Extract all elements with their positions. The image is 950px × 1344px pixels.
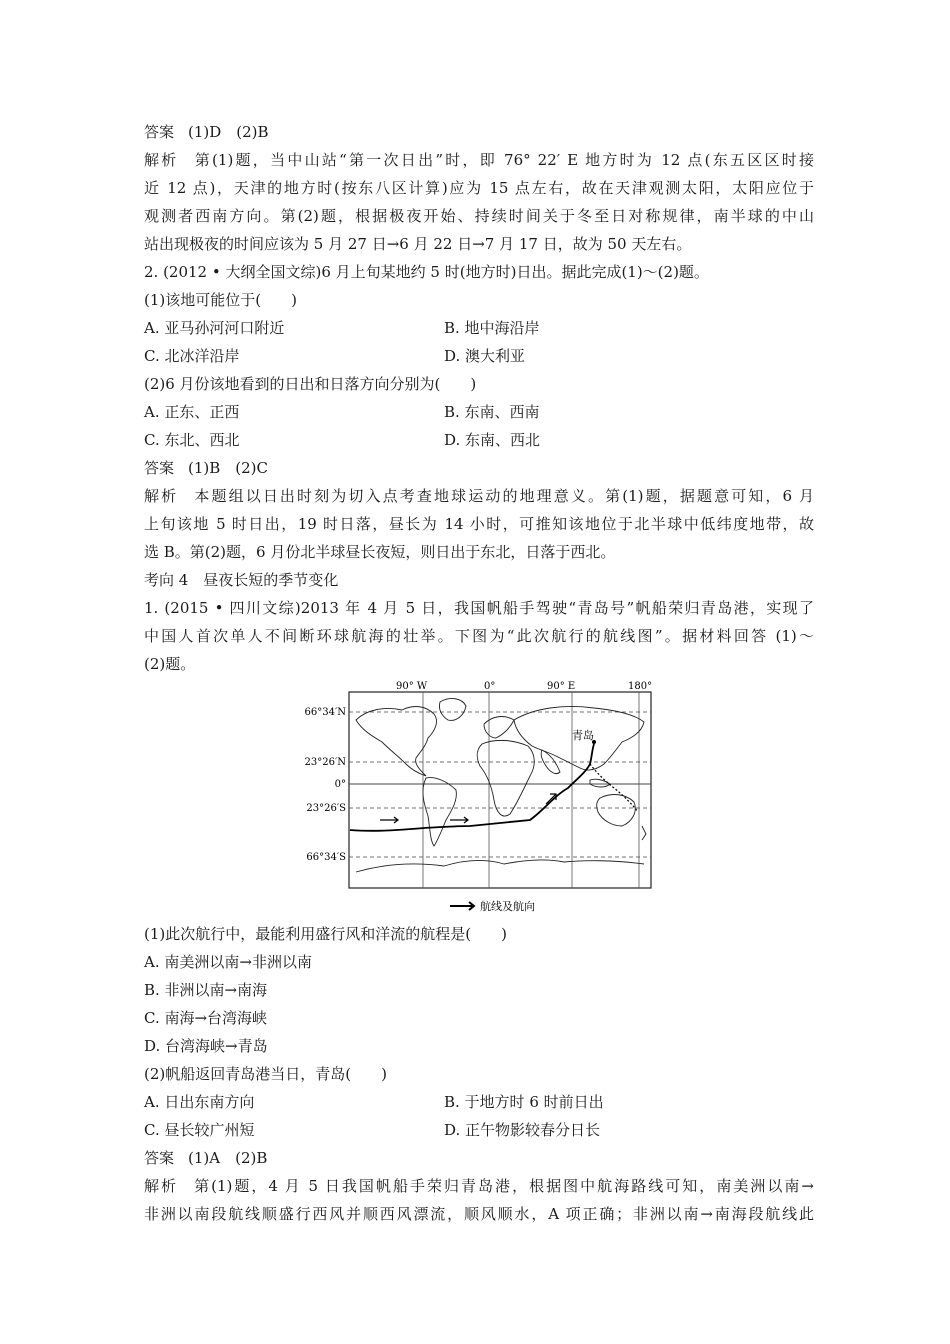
analysis-line: 解析 第(1)题，4 月 5 日我国帆船手荣归青岛港，根据图中航海路线可知，南美洲以南→ [144, 1177, 814, 1195]
europe-outline [484, 717, 514, 738]
option: D. 正午物影较春分日长 [444, 1121, 601, 1139]
option: C. 南海→台湾海峡 [144, 1009, 268, 1027]
new-zealand-outline [642, 826, 646, 840]
legend-label: 航线及航向 [480, 900, 535, 913]
lat-label: 23°26′S [306, 803, 346, 814]
analysis-line: 上旬该地 5 时日出，19 时日落，昼长为 14 小时，可推知该地位于北半球中低纬度地带，故 [144, 515, 814, 533]
option: A. 日出东南方向 [144, 1093, 255, 1111]
option: A. 亚马孙河河口附近 [144, 319, 285, 337]
option: A. 南美洲以南→非洲以南 [144, 953, 312, 971]
route-arrow [380, 817, 398, 823]
question-stem: 2. (2012 • 大纲全国文综)6 月上旬某地约 5 时(地方时)日出。据此完成(1)～(2)题。 [144, 263, 709, 281]
option: C. 北冰洋沿岸 [144, 347, 240, 365]
analysis-line: 选 B。第(2)题，6 月份北半球昼长夜短，则日出于东北，日落于西北。 [144, 543, 616, 561]
options-row [144, 398, 814, 426]
option: B. 于地方时 6 时前日出 [444, 1093, 604, 1111]
answer-line: 答案 (1)D (2)B [144, 123, 269, 141]
analysis-line: 站出现极夜的时间应该为 5 月 27 日→6 月 22 日→7 月 17 日，故为 50 天左右。 [144, 235, 692, 253]
north-america-outline [356, 707, 436, 776]
sub-question: (2)帆船返回青岛港当日，青岛( ) [144, 1065, 387, 1083]
lat-label: 23°26′N [304, 757, 346, 768]
sub-question: (1)该地可能位于( ) [144, 291, 297, 309]
option: B. 地中海沿岸 [444, 319, 540, 337]
route-arrow [450, 817, 468, 823]
option: C. 东北、西北 [144, 431, 240, 449]
option: B. 东南、西南 [444, 403, 540, 421]
lon-label: 0° [484, 681, 496, 692]
options-row [144, 426, 814, 454]
qingdao-label: 青岛 [572, 729, 594, 742]
sub-question: (1)此次航行中，最能利用盛行风和洋流的航程是( ) [144, 925, 507, 943]
document-page [144, 118, 814, 1228]
lat-label: 66°34′N [304, 707, 346, 718]
analysis-line: 解析 本题组以日出时刻为切入点考查地球运动的地理意义。第(1)题，据题意可知，6 月 [144, 487, 814, 505]
lon-label: 180° [628, 681, 653, 692]
question-stem: 中国人首次单人不间断环球航海的壮举。下图为“此次航行的航线图”。据材料回答 (1)～ [144, 627, 814, 645]
analysis-line: 非洲以南段航线顺盛行西风并顺西风漂流，顺风顺水，A 项正确；非洲以南→南海段航线此 [144, 1205, 814, 1223]
option: B. 非洲以南→南海 [144, 981, 268, 999]
option: C. 昼长较广州短 [144, 1121, 255, 1139]
africa-outline [477, 740, 534, 816]
analysis-line: 解析 第(1)题，当中山站“第一次日出”时，即 76° 22′ E 地方时为 12 点(东五区区时接 [144, 151, 814, 169]
answer-line: 答案 (1)B (2)C [144, 459, 269, 477]
question-stem: 1. (2015 • 四川文综)2013 年 4 月 5 日，我国帆船手驾驶“青岛号”帆船荣归青岛港，实现了 [144, 599, 814, 617]
answer-line: 答案 (1)A (2)B [144, 1149, 268, 1167]
options-row [144, 1088, 814, 1116]
options-row [144, 1116, 814, 1144]
options-row [144, 314, 814, 342]
lat-label: 0° [334, 779, 346, 790]
australia-outline [597, 795, 636, 826]
option: D. 台湾海峡→青岛 [144, 1037, 268, 1055]
map-frame [349, 692, 651, 888]
option: A. 正东、正西 [144, 403, 240, 421]
lon-label: 90° W [396, 681, 428, 692]
options-row [144, 342, 814, 370]
legend-arrow-icon [450, 902, 474, 910]
lon-label: 90° E [547, 681, 576, 692]
antarctica-outline [356, 860, 644, 872]
route-map-figure [144, 680, 814, 920]
section-heading: 考向 4 昼夜长短的季节变化 [144, 571, 339, 589]
south-america-outline [423, 778, 456, 846]
greenland-outline [439, 699, 466, 721]
option: D. 澳大利亚 [444, 347, 526, 365]
sub-question: (2)6 月份该地看到的日出和日落方向分别为( ) [144, 375, 477, 393]
continent-outlines [356, 699, 646, 872]
option: D. 东南、西北 [444, 431, 541, 449]
indonesia-outline [590, 779, 610, 787]
question-stem: (2)题。 [144, 655, 196, 673]
analysis-line: 近 12 点)，天津的地方时(按东八区计算)应为 15 点左右，故在天津观测太阳，太阳应位于 [144, 179, 814, 197]
world-route-map [144, 680, 814, 920]
lat-label: 66°34′S [306, 852, 346, 863]
analysis-line: 观测者西南方向。第(2)题，根据极夜开始、持续时间关于冬至日对称规律，南半球的中山 [144, 207, 814, 225]
